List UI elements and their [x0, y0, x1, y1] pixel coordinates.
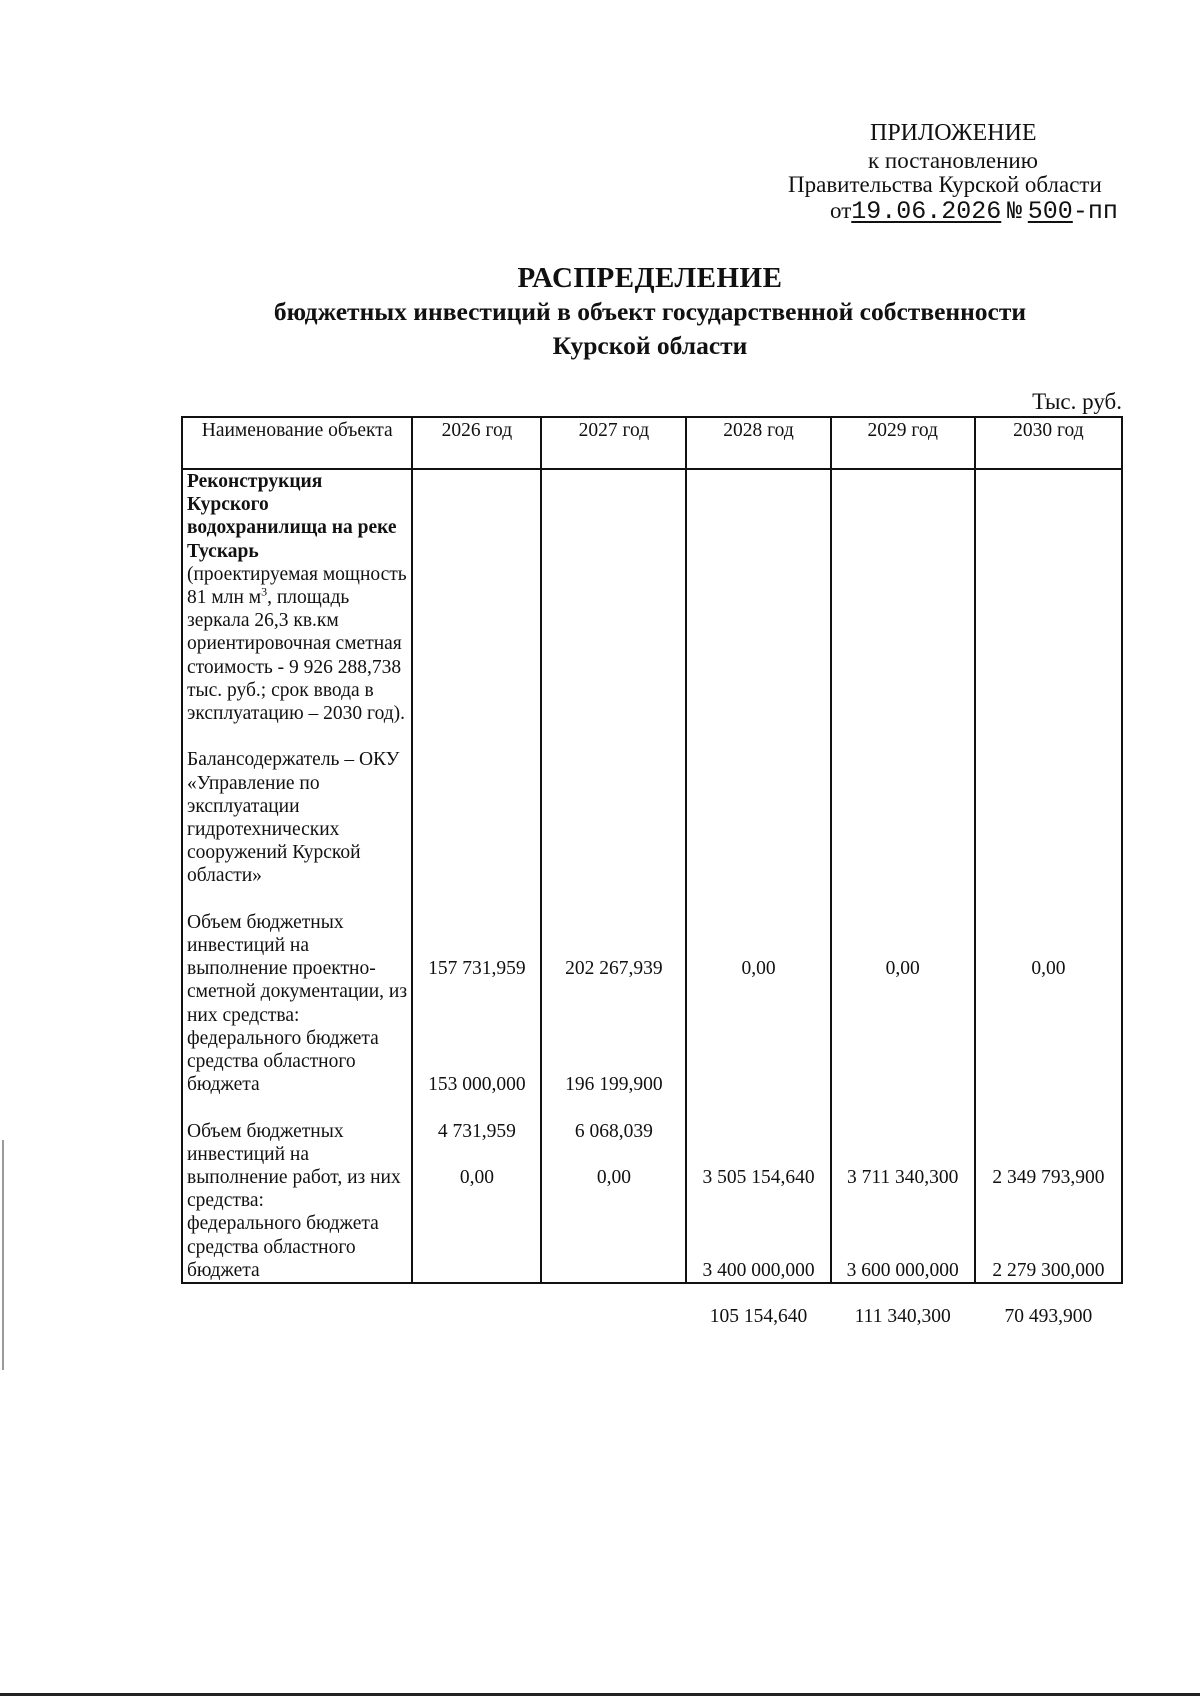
design-federal-label: федерального бюджета — [187, 1027, 379, 1049]
annex-heading: ПРИЛОЖЕНИЕ — [870, 120, 1037, 146]
works-label: Объем бюджетных инвестиций на выполнение работ, из них средства: — [187, 1120, 401, 1212]
cell-value: 157 731,959 — [428, 958, 526, 980]
year-2029-cell — [831, 469, 975, 1328]
units-label: Тыс. руб. — [1032, 389, 1122, 414]
cell-value: 0,00 — [741, 958, 776, 980]
year-2027-cell — [541, 469, 686, 1283]
header-object-name: Наименование объекта — [182, 417, 412, 469]
annex-date-number — [830, 198, 1118, 225]
scan-edge-left — [2, 1140, 4, 1370]
year-2028-cell — [686, 469, 830, 1328]
cell-value: 105 154,640 — [709, 1306, 808, 1328]
cell-value: 2 349 793,900 — [992, 1167, 1105, 1188]
table-row — [182, 469, 1122, 1283]
header-2029: 2029 год — [831, 417, 975, 469]
object-description-cell — [182, 469, 412, 1283]
document-title: РАСПРЕДЕЛЕНИЕ — [517, 262, 783, 294]
cell-value: 0,00 — [885, 958, 920, 980]
object-name: Реконструкция Курского водохранилища на реке Тускарь — [187, 471, 397, 562]
annex-line-decree: к постановлению — [868, 148, 1038, 173]
cell-value: 6 068,039 — [574, 1120, 653, 1142]
cell-value: 0,00 — [459, 1167, 494, 1188]
object-description — [187, 563, 407, 725]
decree-date: 19.06.2026 — [851, 197, 1002, 226]
cell-value: 0,00 — [596, 1167, 631, 1188]
cell-value: 111 340,300 — [854, 1306, 951, 1328]
design-regional-label: средства областного бюджета — [187, 1051, 356, 1096]
investment-table — [181, 416, 1123, 1328]
cell-value: 202 267,939 — [565, 958, 663, 980]
cell-value: 70 493,900 — [1004, 1306, 1093, 1328]
decree-number: 500 — [1027, 197, 1073, 226]
header-2028: 2028 год — [686, 417, 830, 469]
balance-holder: Балансодержатель – ОКУ «Управление по эксплуатации гидротехнических сооружений Курской области» — [187, 749, 400, 887]
cell-value: 196 199,900 — [565, 1074, 663, 1096]
document-subtitle-line2: Курской области — [552, 331, 748, 360]
works-regional-label: средства областного бюджета — [187, 1236, 356, 1281]
document-subtitle-line1: бюджетных инвестиций в объект государственной собственности — [273, 297, 1027, 326]
cell-value: 0,00 — [1031, 958, 1066, 980]
cell-value: 2 279 300,000 — [992, 1259, 1105, 1281]
object-description-text-2: , площадь зеркала 26,3 кв.км ориентировочная сметная стоимость - 9 926 288,738 тыс. руб.; срок ввода в эксплуатацию – 2030 год). — [187, 587, 406, 725]
number-sign: № — [1007, 197, 1023, 226]
cell-value: 153 000,000 — [428, 1074, 526, 1096]
cell-value: 3 600 000,000 — [846, 1259, 959, 1281]
object-description-text: (проектируемая мощность 81 млн м — [187, 563, 407, 609]
table-header-row — [182, 417, 1122, 469]
cell-value: 4 731,959 — [437, 1120, 516, 1142]
cell-value: 3 505 154,640 — [702, 1167, 815, 1188]
date-prefix: от — [830, 198, 852, 223]
cubic-superscript: 3 — [261, 584, 268, 599]
cell-value: 3 400 000,000 — [702, 1259, 815, 1281]
header-2026: 2026 год — [412, 417, 541, 469]
design-label: Объем бюджетных инвестиций на выполнение проектно-сметной документации, из них средства: — [187, 911, 408, 1026]
header-2030: 2030 год — [975, 417, 1122, 469]
header-2027: 2027 год — [541, 417, 686, 469]
annex-line-government: Правительства Курской области — [788, 172, 1102, 197]
works-federal-label: федерального бюджета — [187, 1213, 379, 1235]
scan-edge-bottom — [0, 1693, 1200, 1696]
year-2030-cell — [975, 469, 1122, 1328]
cell-value: 3 711 340,300 — [846, 1167, 959, 1188]
year-2026-cell — [412, 469, 541, 1283]
number-suffix: -пп — [1072, 197, 1118, 226]
